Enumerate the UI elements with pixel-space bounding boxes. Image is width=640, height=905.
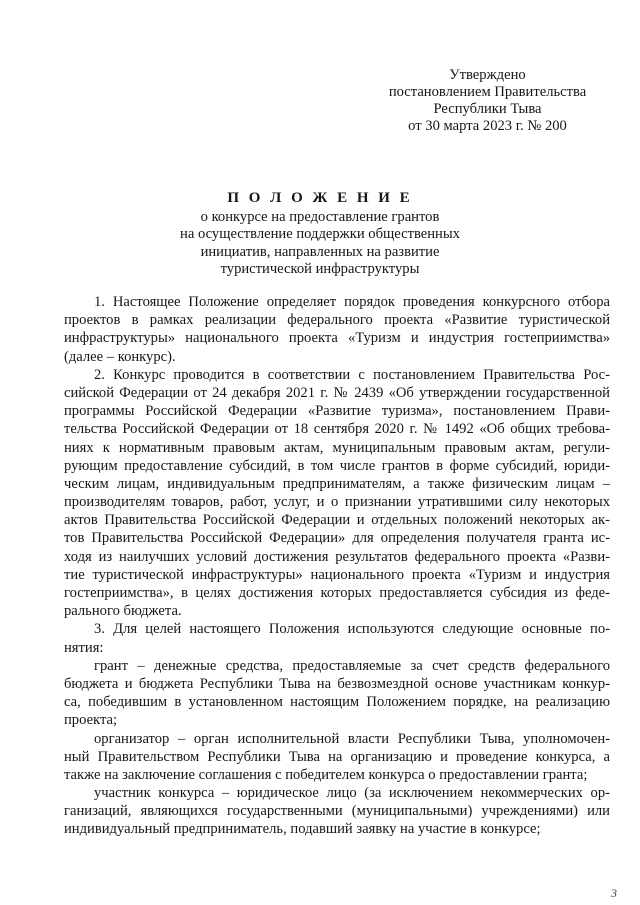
body-line: программы Российской Федерации «Развитие туризма», постановлением Прави- — [64, 403, 610, 420]
approval-line: от 30 марта 2023 г. № 200 — [408, 118, 567, 134]
document-body — [64, 293, 610, 839]
body-line: ганизаций, являющихся государственными (муниципальными) учреждениями) или — [64, 803, 610, 820]
body-line: проекта; — [64, 712, 118, 729]
document-heading — [120, 190, 520, 279]
body-line: сийской Федерации от 24 декабря 2021 г. № 2439 «Об утверждении государственной — [64, 384, 610, 401]
body-line: ческим лицам, индивидуальным предпринимателям, а также физическим лицам – — [64, 475, 610, 492]
body-line: 1. Настоящее Положение определяет порядок проведения конкурсного отбора — [94, 294, 610, 310]
approval-line: постановлением Правительства — [388, 84, 587, 100]
body-line: 3. Для целей настоящего Положения используются следующие основные по- — [94, 621, 610, 638]
approval-line: Республики Тыва — [433, 101, 542, 117]
body-line: тов Правительства Российской Федерации» для определения получателя гранта ис- — [64, 530, 610, 547]
body-line: са, победившим в установленном настоящим Положением порядке, на реализацию — [64, 694, 610, 711]
body-line: бюджета и бюджета Республики Тыва на безвозмездной основе участникам конкур- — [64, 675, 610, 692]
body-line: (далее – конкурс). — [64, 348, 176, 365]
body-line: ниях к нормативным правовым актам, муниципальным правовым актам, регули- — [64, 439, 610, 456]
body-line: организатор – орган исполнительной власти Республики Тыва, уполномочен- — [94, 730, 610, 747]
body-line: участник конкурса – юридическое лицо (за исключением некоммерческих ор- — [94, 785, 610, 802]
document-title: П О Л О Ж Е Н И Е — [227, 190, 413, 206]
subtitle-line: на осуществление поддержки общественных — [180, 226, 460, 242]
body-line: рующим предоставление субсидий, в том числе грантов в форме субсидий, юриди- — [64, 457, 610, 474]
approval-stamp — [380, 67, 595, 135]
subtitle-line: о конкурсе на предоставление грантов — [200, 208, 440, 225]
body-line: индивидуальный предприниматель, подавший заявку на участие в конкурсе; — [64, 821, 541, 838]
subtitle-line: инициатив, направленных на развитие — [200, 243, 440, 260]
body-line: ходя из наилучших условий достижения результатов федерального проекта «Разви- — [64, 548, 610, 565]
body-line: тельства Российской Федерации от 18 сентября 2020 г. № 1492 «Об общих требова- — [64, 421, 610, 438]
body-line: проектов в рамках реализации федерального проекта «Развитие туристической — [64, 312, 610, 329]
body-line: актов Правительства Российской Федерации и отдельных положений некоторых ак- — [64, 512, 610, 529]
body-line: рального бюджета. — [64, 603, 182, 620]
body-line: тие туристической инфраструктуры» национального проекта «Туризм и индустрия — [64, 566, 610, 583]
page-number: 3 — [611, 886, 617, 900]
body-line: ный Правительством Республики Тыва на организацию и проведение конкурса, а — [64, 748, 610, 765]
approval-line: Утверждено — [449, 67, 526, 83]
body-line: гостеприимства», в целях достижения которых предоставляется субсидия из феде- — [64, 585, 610, 601]
body-line: 2. Конкурс проводится в соответствии с постановлением Правительства Рос- — [94, 366, 610, 383]
body-line: инфраструктуры» национального проекта «Туризм и индустрия гостеприимства» — [64, 330, 610, 347]
subtitle-line: туристической инфраструктуры — [220, 261, 420, 277]
body-line: производителям товаров, работ, услуг, и о признании утратившими силу некоторых — [64, 494, 610, 511]
body-line: грант – денежные средства, предоставляемые за счет средств федерального — [94, 657, 610, 674]
body-line: также на заключение соглашения с победителем конкурса о предоставлении гранта; — [64, 766, 588, 783]
body-line: нятия: — [64, 639, 104, 656]
